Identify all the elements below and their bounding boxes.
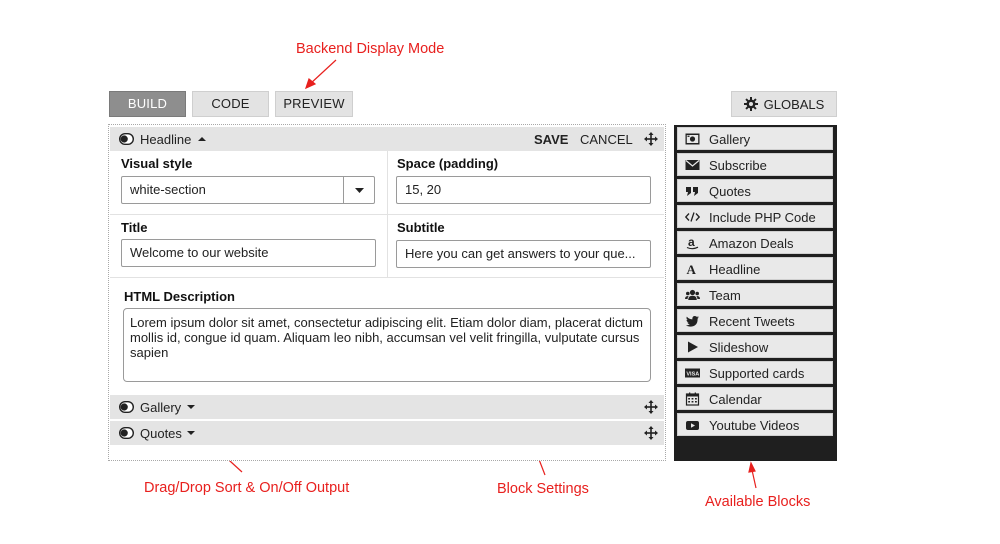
select-dropdown-button[interactable] <box>343 177 374 203</box>
font-icon <box>685 262 700 276</box>
globals-label: GLOBALS <box>763 96 825 112</box>
block-item-supported-cards[interactable] <box>677 361 833 384</box>
block-label: Recent Tweets <box>709 314 795 329</box>
move-icon[interactable] <box>644 400 658 414</box>
gear-icon <box>744 97 758 111</box>
title-input[interactable]: Welcome to our website <box>121 239 376 267</box>
gallery-block-header[interactable] <box>110 395 664 419</box>
html-description-textarea[interactable]: Lorem ipsum dolor sit amet, consectetur adipiscing elit. Etiam dolor diam, placerat dictum mollis id, congue id quam. Aliquam leo nibh, accumsan vel velit fringilla, vulputate cursus sapien <box>123 308 651 382</box>
subtitle-label: Subtitle <box>397 220 445 235</box>
toggle-icon[interactable] <box>119 401 134 413</box>
annotation-backend-display-mode: Backend Display Mode <box>296 41 445 57</box>
block-item-calendar[interactable] <box>677 387 833 410</box>
cancel-button[interactable]: CANCEL <box>580 132 633 147</box>
block-item-include-php-code[interactable] <box>677 205 833 228</box>
block-label: Gallery <box>709 132 751 147</box>
quotes-block-header[interactable] <box>110 421 664 445</box>
twitter-icon <box>685 314 700 328</box>
block-label: Include PHP Code <box>709 210 816 225</box>
annotation-available-blocks: Available Blocks <box>705 494 811 510</box>
caret-down-icon[interactable] <box>187 405 195 410</box>
toggle-icon[interactable] <box>119 427 134 439</box>
annotation-block-settings: Block Settings <box>497 481 589 497</box>
headline-block-title[interactable]: Headline <box>140 132 192 147</box>
block-label: Calendar <box>709 392 762 407</box>
camera-icon <box>685 132 700 146</box>
available-blocks-panel <box>674 125 837 461</box>
play-icon <box>685 340 700 354</box>
block-label: Amazon Deals <box>709 236 794 251</box>
title-label: Title <box>121 220 148 235</box>
block-label: Slideshow <box>709 340 769 355</box>
block-item-recent-tweets[interactable] <box>677 309 833 332</box>
block-label: Supported cards <box>709 366 805 381</box>
visual-style-value: white-section <box>130 182 206 197</box>
svg-text:VISA: VISA <box>686 371 700 378</box>
code-icon <box>685 210 700 224</box>
globals-button[interactable] <box>731 91 837 117</box>
amazon-icon <box>685 236 700 250</box>
svg-text:a: a <box>688 236 695 249</box>
quote-icon <box>685 184 700 198</box>
calendar-icon <box>685 392 700 406</box>
visual-style-label: Visual style <box>121 156 193 171</box>
visa-icon <box>685 366 700 380</box>
code-tab[interactable]: CODE <box>192 91 269 117</box>
block-label: Team <box>709 288 741 303</box>
block-item-slideshow[interactable] <box>677 335 833 358</box>
block-item-amazon-deals[interactable] <box>677 231 833 254</box>
block-item-headline[interactable] <box>677 257 833 280</box>
caret-up-icon[interactable] <box>198 136 206 142</box>
block-label: Quotes <box>709 184 751 199</box>
space-padding-label: Space (padding) <box>397 156 499 171</box>
row-divider <box>110 214 664 215</box>
visual-style-select[interactable] <box>121 176 375 204</box>
block-label: Headline <box>709 262 761 277</box>
preview-tab[interactable]: PREVIEW <box>275 91 353 117</box>
quotes-block-title[interactable]: Quotes <box>140 426 182 441</box>
move-icon[interactable] <box>644 132 658 146</box>
envelope-icon <box>685 158 700 172</box>
users-icon <box>685 288 700 302</box>
headline-block-header[interactable] <box>110 127 664 151</box>
block-item-gallery[interactable] <box>677 127 833 150</box>
space-padding-input[interactable]: 15, 20 <box>396 176 651 204</box>
save-button[interactable]: SAVE <box>534 132 569 147</box>
toggle-icon[interactable] <box>119 133 134 145</box>
subtitle-input[interactable]: Here you can get answers to your que... <box>396 240 651 268</box>
youtube-icon <box>685 418 700 432</box>
caret-down-icon <box>355 188 364 193</box>
move-icon[interactable] <box>644 426 658 440</box>
html-description-label: HTML Description <box>124 289 235 304</box>
svg-text:A: A <box>686 262 696 276</box>
block-label: Youtube Videos <box>709 418 800 433</box>
block-item-team[interactable] <box>677 283 833 306</box>
block-item-subscribe[interactable] <box>677 153 833 176</box>
annotation-drag-drop: Drag/Drop Sort & On/Off Output <box>144 480 350 496</box>
caret-down-icon[interactable] <box>187 431 195 436</box>
row-divider <box>110 277 664 278</box>
block-item-youtube-videos[interactable] <box>677 413 833 436</box>
block-label: Subscribe <box>709 158 767 173</box>
build-tab[interactable]: BUILD <box>109 91 186 117</box>
block-settings-panel <box>108 124 666 461</box>
block-item-quotes[interactable] <box>677 179 833 202</box>
gallery-block-title[interactable]: Gallery <box>140 400 182 415</box>
